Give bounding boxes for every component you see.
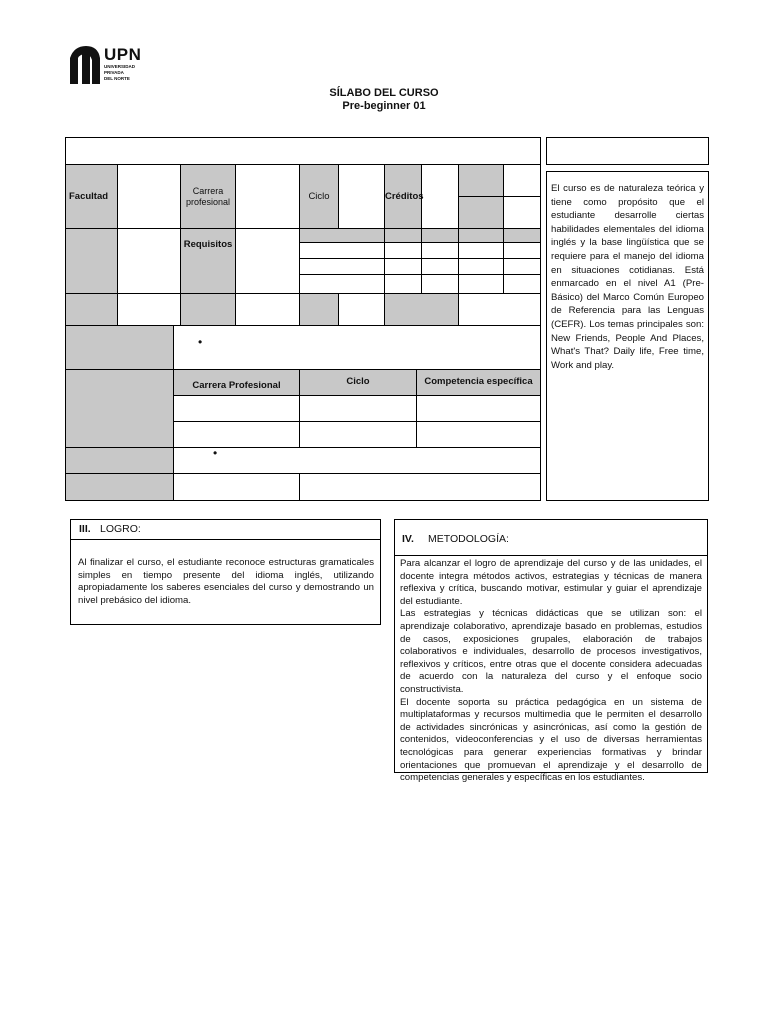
requisitos-label: Requisitos xyxy=(180,228,236,294)
row3-value-c xyxy=(338,293,385,326)
comp-header-ciclo: Ciclo xyxy=(299,369,417,396)
logro-title: LOGRO: xyxy=(100,523,141,535)
comp-row1-carrera xyxy=(173,395,300,422)
row4-value xyxy=(173,325,541,370)
info-table xyxy=(65,137,541,501)
credit-type-bottom-value xyxy=(503,196,541,229)
ciclo-label: Ciclo xyxy=(299,164,339,229)
metodologia-p1: Para alcanzar el logro de aprendizaje del curso y de las unidades, el docente integra métodos activos, estrategias y técnicas de manera reflexiva y crítica, buscando motivar, estimular y guiar el aprendizaje del estudiante. xyxy=(400,558,702,607)
credit-type-top-value xyxy=(503,164,541,197)
metodologia-p3: El docente soporta su práctica pedagógica en un sistema de multiplataformas y recursos multimedia que le permiten el desarrollo de actividades sincrónicas y asincrónicas, así como la gestión de contenidos, videoconferencias y el uso de diversas herramientas tecnológicas para generar experiencias formativas y brindar orientaciones que promuevan el aprendizaje y el desarrollo de competencias generales y específicas en los estudiantes. xyxy=(400,696,702,784)
facultad-label: Facultad xyxy=(65,164,118,229)
metodologia-section xyxy=(394,519,708,784)
logo-line1: UNIVERSIDAD xyxy=(104,64,136,69)
course-description: El curso es de naturaleza teórica y tiene como propósito que el estudiante desarrolle ciertas habilidades elementales del idioma inglés y la base lingüística que se requiere para el manejo del idioma en situaciones cotidianas. Está enmarcado en el nivel A1 (Pre-Básico) del Marco Común Europeo de Referencia para las Lenguas (CEFR). Los temas principales son: New Friends, People And Places, What's That? Daily life, Free time, Work and play. xyxy=(551,183,704,371)
page-subtitle: Pre-beginner 01 xyxy=(342,100,426,112)
metodologia-title: METODOLOGÍA: xyxy=(428,533,509,545)
row3-value-b xyxy=(235,293,300,326)
ciclo-value xyxy=(338,164,385,229)
requisitos-header-row xyxy=(299,228,541,243)
row6-bullet: • xyxy=(213,446,218,460)
facultad-value xyxy=(117,164,181,229)
metodologia-p2: Las estrategias y técnicas didácticas que se utilizan son: el aprendizaje colaborativo, aprendizaje basado en problemas, estudios de casos, exposiciones grupales, elaboración de trabajos colaborativos e individuales, desarrollo de procesos investigativos, reflexivos y críticos, entre otras que el docente considera adecuadas de acuerdo con la naturaleza del curso y el enfoque socio constructivista. xyxy=(400,608,702,695)
row4-label xyxy=(65,325,174,370)
requisitos-grid xyxy=(299,242,541,294)
description-header-box xyxy=(546,137,709,165)
requisitos-value xyxy=(235,228,300,294)
row3-label-d xyxy=(384,293,459,326)
credit-type-bottom-label xyxy=(458,196,504,229)
creditos-label: Créditos xyxy=(384,164,422,229)
logro-header xyxy=(71,520,380,540)
row3-value-d xyxy=(458,293,541,326)
row2-label xyxy=(65,228,118,294)
row7-value-a xyxy=(173,473,300,501)
logo-line3: DEL NORTE xyxy=(104,76,130,81)
comp-row2-ciclo xyxy=(299,421,417,448)
page-title: SÍLABO DEL CURSO xyxy=(329,87,439,99)
description-box xyxy=(546,171,709,501)
competencias-label xyxy=(65,369,174,448)
metodologia-header xyxy=(395,520,707,556)
row4-bullet: • xyxy=(198,335,203,349)
logro-number: III. xyxy=(79,523,91,535)
metodologia-number: IV. xyxy=(402,533,414,545)
credit-type-top-label xyxy=(458,164,504,197)
row6-value xyxy=(173,447,541,474)
row3-label-c xyxy=(299,293,339,326)
upn-logo xyxy=(68,44,148,86)
row3-value-a xyxy=(117,293,181,326)
row3-label-a xyxy=(65,293,118,326)
row6-label xyxy=(65,447,174,474)
row7-value-b xyxy=(299,473,541,501)
comp-row1-competencia xyxy=(416,395,541,422)
comp-row1-ciclo xyxy=(299,395,417,422)
logro-text: Al finalizar el curso, el estudiante reconoce estructuras gramaticales simples en tiempo presente del idioma inglés, utilizando apropiadamente los saberes esenciales del curso y demostrando un nivel prebásico del idioma. xyxy=(78,557,374,606)
row3-label-b xyxy=(180,293,236,326)
logo-brand: UPN xyxy=(104,45,142,64)
comp-header-competencia: Competencia específica xyxy=(416,369,541,396)
row7-label xyxy=(65,473,174,501)
logo-line2: PRIVADA xyxy=(104,70,124,75)
logro-section xyxy=(70,519,381,625)
comp-row2-competencia xyxy=(416,421,541,448)
row2-value xyxy=(117,228,181,294)
comp-header-carrera: Carrera Profesional xyxy=(173,369,300,396)
upn-emblem-icon xyxy=(68,44,102,86)
metodologia-body xyxy=(400,558,702,785)
comp-row2-carrera xyxy=(173,421,300,448)
carrera-profesional-label: Carrera profesional xyxy=(180,164,236,229)
carrera-profesional-value xyxy=(235,164,300,229)
creditos-value xyxy=(421,164,459,229)
